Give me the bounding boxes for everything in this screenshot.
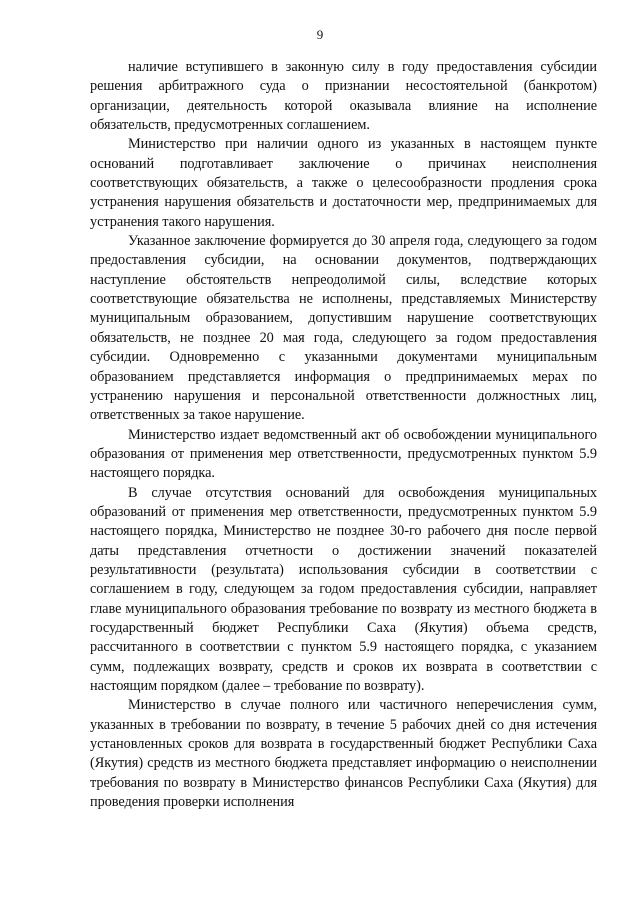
paragraph-conclusion-deadline: Указанное заключение формируется до 30 апреля года, следующего за годом предоставления субсидии, на основании документов, подтверждающих наступление обстоятельств непреодолимой силы, вследствие которых соответствующие обязательства не исполнены, представляемых Министерству муниципальным образованием, допустившим нарушение соответствующих обязательств, не позднее 20 мая года, следующего за годом предоставления субсидии. Одновременно с указанными документами муниципальным образованием представляется информация о предпринимаемых мерах по устранению нарушения и персональной ответственности должностных лиц, ответственных за такое нарушение. bbox=[90, 233, 597, 424]
page-number: 9 bbox=[316, 27, 324, 42]
paragraph-non-transfer-info: Министерство в случае полного или частичного неперечисления сумм, указанных в требовании по возврату, в течение 5 рабочих дней со дня истечения установленных сроков для возврата в государственный бюджет Республики Саха (Якутия) средств из местного бюджета представляет информацию о неисполнении требования по возврату в Министерство финансов Республики Саха (Якутия) для проведения проверки исполнения bbox=[90, 697, 597, 811]
paragraph-refund-requirement: В случае отсутствия оснований для освобождения муниципальных образований от применения мер ответственности, предусмотренных пунктом 5.9 настоящего порядка, Министерство не позднее 30-го рабочего дня после первой даты представления отчетности о достижении значений показателей результативности (результата) использования субсидии в соответствии с соглашением в году, следующем за годом предоставления субсидии, направляет главе муниципального образования требование по возврату из местного бюджета в государственный бюджет Республики Саха (Якутия) объема средств, рассчитанного в соответствии с пунктом 5.9 настоящего порядка, с указанием сумм, подлежащих возврату, средств и сроков их возврата в соответствии с настоящим порядком (далее – требование по возврату). bbox=[90, 484, 597, 694]
paragraph-ministry-conclusion: Министерство при наличии одного из указанных в настоящем пункте оснований подготавливает заключение о причинах неисполнения соответствующих обязательств, а также о целесообразности продления срока устранения нарушения обязательств и достаточности мер, предпринимаемых для устранения такого нарушения. bbox=[90, 136, 597, 230]
paragraph-departmental-act: Министерство издает ведомственный акт об освобождении муниципального образования от применения мер ответственности, предусмотренных пунктом 5.9 настоящего порядка. bbox=[90, 426, 597, 482]
document-body bbox=[90, 58, 597, 812]
paragraph-bankruptcy-decision: наличие вступившего в законную силу в году предоставления субсидии решения арбитражного суда о признании несостоятельной (банкротом) организации, деятельность которой оказывала влияние на исполнение обязательств, предусмотренных соглашением. bbox=[90, 59, 597, 134]
